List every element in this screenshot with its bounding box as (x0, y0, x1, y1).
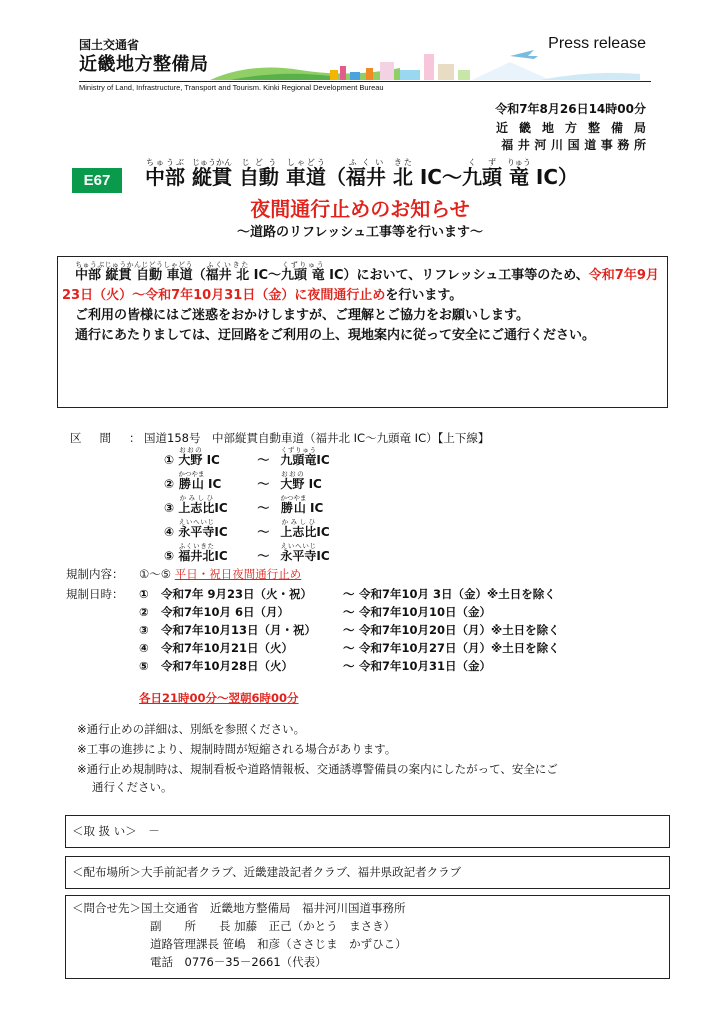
regulation-date-row: ③ 令和7年10月13日（月・祝） ～ 令和7年10月20日（月）※土日を除く (139, 623, 560, 637)
regulation-date-row: ② 令和7年10月 6日（月） ～ 令和7年10月10日（金） (139, 605, 492, 619)
contact-person-2: 道路管理課長 笹嶋 和彦（ささじま かずひこ） (150, 937, 407, 951)
bureau-name: 近畿地方整備局 (79, 54, 209, 75)
intro-paragraph-1: 中部 縦貫 自動 車道ちゅうぶじゅうかんじどうしゃどう（福井 北ふくいきた IC～九頭 竜くずりゅう IC）において、リフレッシュ工事等のため、令和7年9月23日（火）～令和7年10月31日（金）に夜間通行止めを行います。 (62, 261, 659, 303)
contact-box (65, 895, 670, 979)
segment-row: ④ 永平寺えいへいじIC ～ 上志比かみしひIC (164, 518, 330, 539)
note-item-continuation: 通行ください。 (92, 780, 173, 794)
closure-period: 令和7年9月23日（火）～令和7年10月31日（金）に夜間通行止め (62, 268, 659, 303)
note-item: ※通行止めの詳細は、別紙を参照ください。 (77, 722, 306, 736)
contact-org-line: ＜問合せ先＞国土交通省 近畿地方整備局 福井河川国道事務所 (72, 901, 406, 915)
issue-date: 令和7年8月26日14時00分 (495, 102, 646, 116)
route-code-badge: E67 (72, 168, 122, 193)
segment-row: ② 勝山かつやま IC ～ 大野おおの IC (164, 470, 322, 491)
note-item: ※通行止め規制時は、規制看板や道路情報板、交通誘導警備員の案内にしたがって、安全にご (77, 762, 558, 776)
note-item: ※工事の進捗により、規制時間が短縮される場合があります。 (77, 742, 397, 756)
handling-box: ＜取 扱 い＞ － (65, 815, 670, 848)
regulation-date-row: ④ 令和7年10月21日（火） ～ 令和7年10月27日（月）※土日を除く (139, 641, 560, 655)
segment-row: ① 大野おおの IC ～ 九頭竜くずりゅうIC (164, 446, 330, 467)
header-divider (79, 81, 651, 82)
press-release-label: Press release (548, 35, 646, 52)
ministry-name: 国土交通省 (79, 38, 140, 52)
subheadline: ～道路のリフレッシュ工事等を行います～ (236, 225, 484, 240)
segment-row: ⑤ 福井北ふくいきたIC ～ 永平寺えいへいじIC (164, 542, 330, 563)
intro-box (57, 256, 668, 408)
intro-paragraph-3: 通行にあたりましては、迂回路をご利用の上、現地案内に従って安全にご通行ください。 (75, 328, 596, 343)
header-english-line: Ministry of Land, Infrastructure, Transport and Tourism. Kinki Regional Development Bureau (79, 83, 384, 92)
regulation-date-label: 規制日時： (66, 587, 124, 601)
regulation-date-row: ① 令和7年 9月23日（火・祝） ～ 令和7年10月 3日（金）※土日を除く (139, 587, 556, 601)
distribution-box: ＜配布場所＞大手前記者クラブ、近畿建設記者クラブ、福井県政記者クラブ (65, 856, 670, 889)
section-route: 国道158号 中部縦貫自動車道（福井北 IC～九頭竜 IC）【上下線】 (144, 431, 490, 445)
contact-phone: 電話 0776－35－2661（代表） (150, 955, 327, 969)
regulation-content-label: 規制内容： (66, 567, 124, 581)
contact-person-1: 副 所 長 加藤 正己（かとう まさき） (150, 919, 396, 933)
headline: 夜間通行止めのお知らせ (250, 197, 470, 221)
segment-row: ③ 上志比かみしひIC ～ 勝山かつやま IC (164, 494, 324, 515)
intro-paragraph-2: ご利用の皆様にはご迷惑をおかけしますが、ご理解とご協力をお願いします。 (75, 308, 529, 323)
regulation-content-value: 平日・祝日夜間通行止め (174, 567, 302, 581)
daily-closure-time: 各日21時00分～翌朝6時00分 (139, 691, 299, 705)
issuer-bureau: 近畿地方整備局 (495, 121, 657, 135)
road-title: 中部ちゅうぶ 縦貫じゅうかん 自動じどう 車道しゃどう（福井ふくい 北きた IC～九頭くず 竜りゅう IC） (145, 158, 579, 189)
issuer-office: 福井河川国道事務所 (501, 138, 651, 152)
regulation-content: ①～⑤ 平日・祝日夜間通行止め (139, 567, 302, 581)
section-label: 区間： (70, 431, 159, 445)
regulation-date-row: ⑤ 令和7年10月28日（火） ～ 令和7年10月31日（金） (139, 659, 492, 673)
